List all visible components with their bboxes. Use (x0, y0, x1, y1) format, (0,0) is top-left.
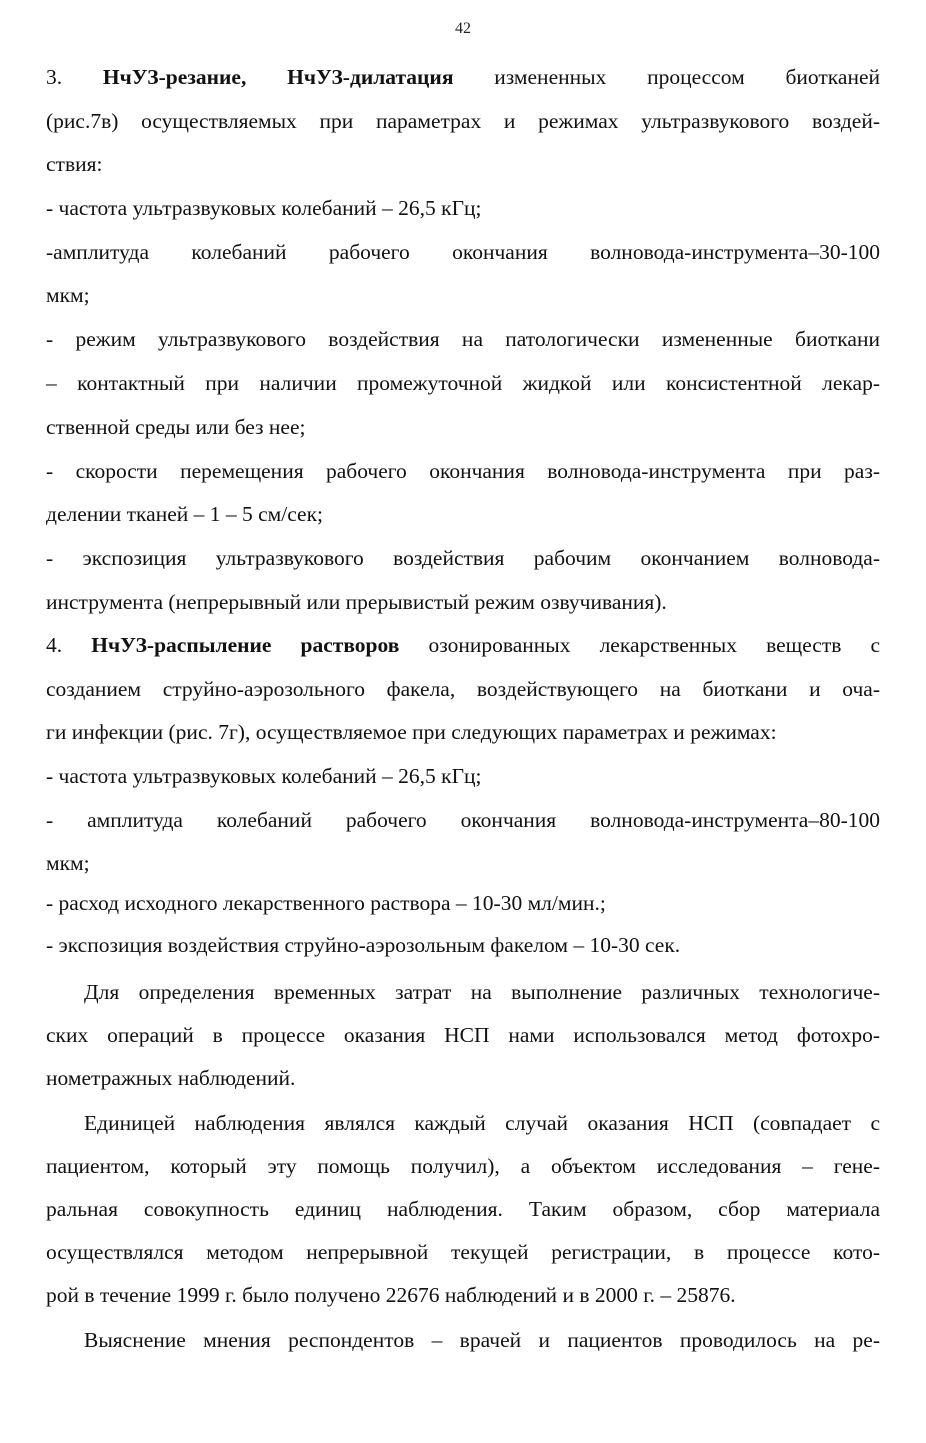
text-line: нометражных наблюдений. (46, 1066, 296, 1090)
text-line: - экспозиция воздействия струйно-аэрозольным факелом – 10-30 сек. (46, 933, 681, 957)
text-line: - режим ультразвукового воздействия на патологически измененные биоткани (46, 327, 880, 351)
text-line: - расход исходного лекарственного раствора – 10-30 мл/мин.; (46, 891, 606, 915)
text-line: 3. НчУЗ-резание, НчУЗ-дилатация измененных процессом биотканей (46, 65, 880, 89)
bold-term: НчУЗ-резание, (102, 65, 247, 89)
text-line: инструмента (непрерывный или прерывистый режим озвучивания). (46, 590, 667, 614)
text-line: мкм; (46, 283, 90, 307)
text-line: пациентом, который эту помощь получил), а объектом исследования – гене- (46, 1154, 880, 1178)
text-line: рой в течение 1999 г. было получено 22676 наблюдений и в 2000 г. – 25876. (46, 1283, 736, 1307)
page-number: 42 (455, 20, 471, 37)
text-line: - частота ультразвуковых колебаний – 26,5 кГц; (46, 764, 482, 788)
text-line: Выяснение мнения респондентов – врачей и пациентов проводилось на ре- (84, 1328, 880, 1352)
text-line: (рис.7в) осуществляемых при параметрах и режимах ультразвукового воздей- (46, 109, 880, 133)
text-line: - экспозиция ультразвукового воздействия рабочим окончанием волновода- (46, 546, 880, 570)
bold-term: НчУЗ-дилатация (287, 65, 454, 89)
text-line: - частота ультразвуковых колебаний – 26,5 кГц; (46, 196, 482, 220)
text-line: – контактный при наличии промежуточной жидкой или консистентной лекар- (46, 371, 880, 395)
text-line: ральная совокупность единиц наблюдения. Таким образом, сбор материала (46, 1197, 880, 1221)
text-line: ственной среды или без нее; (46, 415, 306, 439)
text-line: - скорости перемещения рабочего окончания волновода-инструмента при раз- (46, 459, 880, 483)
text-line: созданием струйно-аэрозольного факела, воздействующего на биоткани и оча- (46, 677, 880, 701)
text-line: 4. НчУЗ-распыление растворов озонированных лекарственных веществ с (46, 633, 881, 657)
text-line: -амплитуда колебаний рабочего окончания волновода-инструмента–30-100 (46, 240, 880, 264)
bold-term: НчУЗ-распыление растворов (91, 633, 400, 657)
text-line: ги инфекции (рис. 7г), осуществляемое при следующих параметрах и режимах: (46, 720, 777, 744)
text-line: ствия: (46, 152, 103, 176)
text-line: осуществлялся методом непрерывной текущей регистрации, в процессе кото- (46, 1240, 880, 1264)
text-line: Единицей наблюдения являлся каждый случай оказания НСП (совпадает с (84, 1111, 880, 1135)
text-line: делении тканей – 1 – 5 см/сек; (46, 502, 324, 526)
text-line: ских операций в процессе оказания НСП нами использовался метод фотохро- (46, 1023, 880, 1047)
text-line: - амплитуда колебаний рабочего окончания волновода-инструмента–80-100 (46, 808, 880, 832)
list-number: 4. (46, 633, 63, 657)
text-line: Для определения временных затрат на выполнение различных технологиче- (84, 980, 880, 1004)
list-number: 3. (46, 65, 63, 89)
text-line: мкм; (46, 851, 90, 875)
